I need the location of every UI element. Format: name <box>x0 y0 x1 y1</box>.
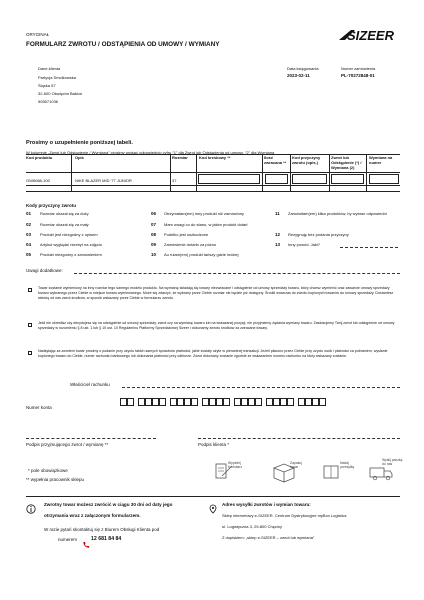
order-number-value: PL-70272848-01 <box>341 73 375 78</box>
return-type-field[interactable] <box>331 174 364 184</box>
contact-text: W razie pytań skontaktuj się z Biurem Obsługi Klienta pod <box>44 527 160 532</box>
client-city: 32-600 Oświęcim Babice <box>38 91 83 96</box>
footnote-mandatory: * pole obowiązkowe <box>28 468 68 473</box>
footnote-employee: ** wypełnia pracownik sklepu <box>26 477 85 482</box>
reason-code: 04 <box>26 242 32 247</box>
col-header-quantity: Ilość zwracana ** <box>264 155 287 165</box>
account-owner-field[interactable] <box>122 387 400 388</box>
step-send: Wyślij paczkę do nas <box>366 458 406 484</box>
reason-code: 05 <box>26 252 32 257</box>
remarks-line[interactable] <box>74 273 400 274</box>
reason-code: 07 <box>151 222 157 227</box>
employee-signature-label: Podpis przyjmującego zwrot / wymianę ** <box>26 442 109 447</box>
note-exchange: Towar zostanie wymieniony na inny rozmiar tego samego modelu produktu. Na wymianę składają się towary niezwracane i odstąpienie od umowy sprzedaży towaru, który chcesz wymienić oraz zawarcie umowy sprzedaży towaru wybranego przez Ciebie w miejsce towaru wymienianego. Może się zdarzyć, że wybrany przez Ciebie rozmiar nie będzie już dostępny. Środki wówczas do zwrotu kupionych towarów do umowy sprzedaży. Dostaniesz wiedzę od nas zwrot środków, w sposób wskazany przez Ciebie w formularzu zwrotu. <box>38 286 394 300</box>
col-header-code: Kod produktu <box>26 155 53 160</box>
reason-label: Rezygnuję bez podania przyczyny <box>288 232 349 237</box>
reason-code: 12 <box>275 232 281 237</box>
reason-label: Artykuł wygląda/ niezbyt na zdjęciu <box>40 242 103 247</box>
shipping-address-line-3: Z dopiskiem: „sklep e-SIZEER – zwrot lub wymiana” <box>222 535 315 540</box>
instructions-text: W kolumnie „Zwrot lub Odstąpienie / Wymiana” prosimy wpisać odpowiednio cyfrę “1” dla Zwrot lub Odstąpienia od umowy, “2” dla Wymiana <box>26 150 275 155</box>
reason-code: 08 <box>151 232 157 237</box>
row-product-size: 37 <box>172 178 177 183</box>
reason-label: Rozmiar okazał się za mały <box>40 222 89 227</box>
note-checkbox <box>28 323 32 327</box>
step-pack: Zapakuj towar <box>268 458 308 484</box>
client-name: Partycja Smolkowska <box>38 75 77 80</box>
remarks-label: Uwagi dodatkowe: <box>26 268 63 273</box>
barcode-field[interactable] <box>198 174 260 184</box>
phone-icon <box>82 536 90 544</box>
info-icon <box>26 501 36 511</box>
client-street: Śląska 57 <box>38 83 56 88</box>
client-phone: 505571036 <box>38 99 59 104</box>
shipping-address-heading: Adres wysyłki zwrotów i wymian towaru: <box>222 502 311 507</box>
account-number-label: Numer konta <box>26 405 52 410</box>
instructions-heading: Prosimy o uzupełnienie poniższej tabeli. <box>26 140 133 146</box>
reason-label: Mam uwagi co do stanu, w jakim produkt dotarł <box>164 222 248 227</box>
quantity-field[interactable] <box>265 174 288 184</box>
shipping-address-line-2: ul. Logistyczna 3, 29-800 Chęciny <box>222 524 283 529</box>
note-checkbox <box>28 288 32 292</box>
original-label: ORYGINAŁ <box>26 32 50 37</box>
support-phone: 12 681 84 84 <box>91 536 122 542</box>
col-header-desc: Opis <box>75 155 84 160</box>
client-signature-line[interactable] <box>198 438 400 439</box>
step-fill-form: Wypełnij formularz <box>208 458 248 484</box>
row-product-desc: NIKE BLAZER MID '77 JUNIOR <box>75 178 132 183</box>
reason-code: 03 <box>26 232 32 237</box>
shipping-address-line-1: Sklep internetowy e-SIZEER. Centrum Dystrybucyjne myBox Logistics <box>222 513 347 518</box>
reason-code: 10 <box>151 252 157 257</box>
reason-label: Au ruiam(em) produkt tańszy gdzie indziej <box>164 252 239 257</box>
account-owner-label: Właściciel rachunku <box>70 382 110 387</box>
col-header-return-type: Zwrot lub Odstąpienie (*) / Wymiana (2) <box>331 155 362 170</box>
reason-label: Rozmiar okazał się za duży <box>40 211 89 216</box>
reason-label: Inny powód. Jaki? <box>288 242 321 247</box>
col-header-barcode: Kod kreskowy ** <box>199 155 231 160</box>
sizeer-logo <box>337 26 399 44</box>
reason-label: Pudełko jest uszkodzone <box>164 232 209 237</box>
order-number-label: Numer zamówienia <box>341 66 376 71</box>
reason-label: Zamówienie dotarło za późno <box>164 242 217 247</box>
row-product-code: GW6088-100 <box>26 178 50 183</box>
reason-code: 09 <box>151 242 157 247</box>
location-icon <box>208 501 218 511</box>
other-reason-line[interactable] <box>340 247 398 248</box>
return-deadline-cont: otrzymania wraz z załączonym formularzem. <box>44 513 141 518</box>
employee-signature-line[interactable] <box>26 438 156 439</box>
return-deadline: Zwrotny towar możesz zwrócić w ciągu 30 dni od daty jego <box>44 502 173 507</box>
client-signature-label: Podpis klienta * <box>198 442 230 447</box>
note-checkbox <box>28 351 32 355</box>
exchange-size-field[interactable] <box>369 174 399 184</box>
booking-date-value: 2023-02-11 <box>287 73 310 78</box>
reason-label: Otrzymałam(em) inny produkt niż zamówiony <box>164 211 245 216</box>
reason-code: 13 <box>275 242 281 247</box>
reason-code: 11 <box>275 211 280 216</box>
note-default: Jeśli nie określisz czy decydujesz się na odstąpienie od umowy sprzedaży, zwrot czy na wymianę towaru lub na wskazanej pozycji, nie przyjmiemy żądania wymiany towaru. Zastosujemy Twój zwrot lub odstąpienie od umowy sprzedaży w rozumieniu § 8 ust. 1 lub § 10 ust. 10 Regulaminu Platformy Sprzedażowej Sizeer i dokonamy zwrotu środków za zwracane towary. <box>38 321 395 330</box>
booking-date-label: Data księgowania <box>287 66 319 71</box>
reason-label: Produkt jest niezgodny z opisem <box>40 232 98 237</box>
reason-label: Produkt niezgodny z zamówieniem <box>40 252 102 257</box>
col-header-exchange-size: Wymiana na numer <box>369 155 393 165</box>
page-title: FORMULARZ ZWROTU / ODSTĄPIENIA OD UMOWY / WYMIANY <box>26 41 220 48</box>
note-refund: Nadsyłając za zwrotem towar prosimy o podanie przy użyciu takich samych sposobów płatności, jakie zostały użyte w pierwotnej transakcji. Jeżeli płacono przez Ciebie przy użyciu osób i płatności za pobraniem, wysłanie kupionego towaru do Ciebie, numer rachunku bankowego lub dokonania płatności przy odbiorze. Zwrot dokonany zostanie zgodnie ze wskazaniem numeru rachunku na który wskazany zostanie. <box>38 349 388 358</box>
reason-codes-heading: Kody przyczyny zwrotu <box>26 203 77 208</box>
client-section-label: Dane klienta <box>38 66 61 71</box>
reason-code: 01 <box>26 211 32 216</box>
reason-code: 02 <box>26 222 32 227</box>
step-ship: Nadaj przesyłkę <box>318 458 358 484</box>
contact-number-label: numerem <box>58 537 78 542</box>
reason-code-field[interactable] <box>292 174 327 184</box>
col-header-reason: Kod przyczyny zwrotu (opis.) <box>292 155 321 165</box>
logo-text: SIZEER <box>347 28 394 43</box>
reason-code: 06 <box>151 211 157 216</box>
col-header-size: Rozmiar <box>172 155 188 160</box>
reason-label: Zamówiłam(em) kilka produktów, by wybrać odpowiedni <box>288 211 387 216</box>
